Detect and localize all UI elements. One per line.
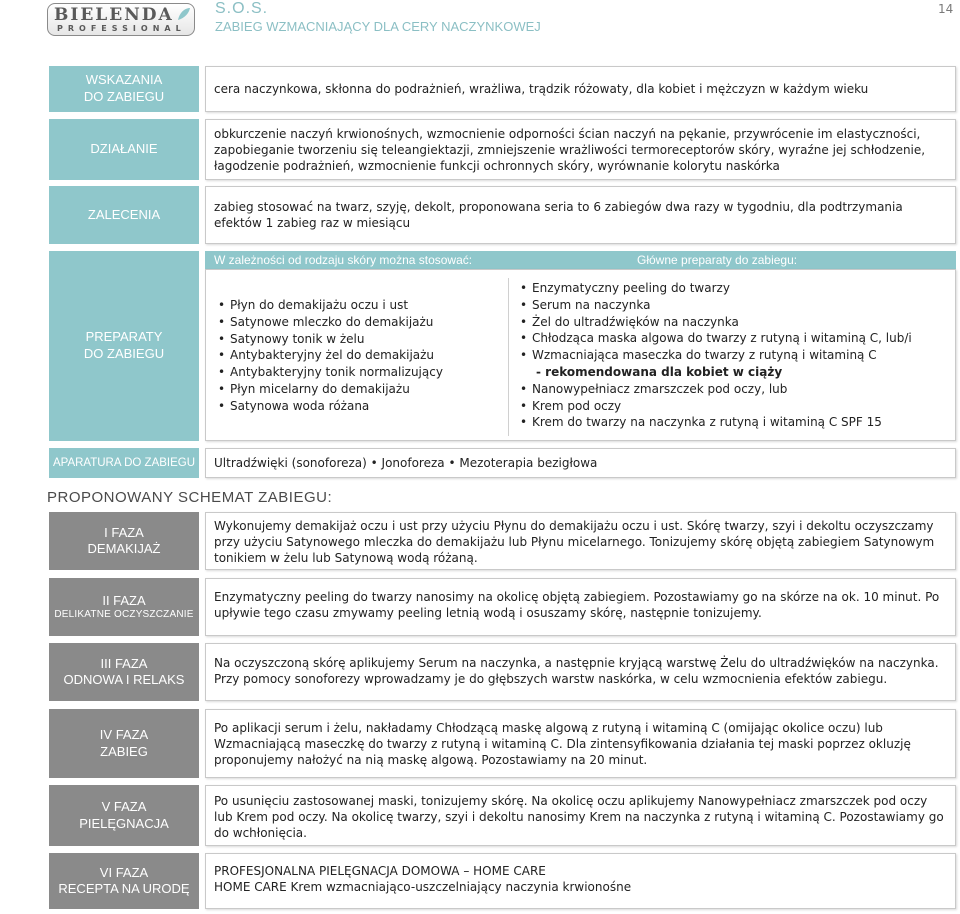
recommendations-label — [49, 186, 199, 244]
leaf-icon — [177, 7, 191, 21]
preparations-header-bar — [205, 251, 956, 269]
preparations-label-line2: DO ZABIEGU — [83, 346, 165, 361]
preparations-label — [49, 251, 199, 441]
home-care-product: HOME CARE Krem wzmacniająco-uszczelniający naczynia krwionośne — [214, 880, 632, 894]
phase-number: IV FAZA — [99, 727, 149, 743]
list-item: • Płyn do demakijażu oczu i ust — [216, 297, 506, 314]
list-item: • Płyn micelarny do demakijażu — [216, 381, 506, 398]
equipment-label-text: APARATURA DO ZABIEGU — [52, 456, 196, 469]
phase-text: Enzymatyczny peeling do twarzy nanosimy na okolicę objętą zabiegiem. Pozostawiamy go na skórze na ok. 10 minut. Po upływie tego czasu zmywamy peeling letnią wodą i osuszamy skórę, następnie tonizujemy. — [214, 590, 940, 620]
phase-2-label — [49, 578, 199, 636]
schema-title: PROPONOWANY SCHEMAT ZABIEGU: — [47, 489, 333, 506]
preparations-left-header: W zależności od rodzaju skóry można stosować: — [214, 253, 473, 267]
list-item: • Satynowy tonik w żelu — [216, 331, 506, 348]
action-label-text: DZIAŁANIE — [90, 141, 158, 157]
phase-6-label — [49, 853, 199, 909]
list-item: • Antybakteryjny żel do demakijażu — [216, 347, 506, 364]
preparations-right-list — [518, 280, 950, 431]
preparations-left-list — [216, 297, 506, 415]
preparations-label-line1: PREPARATY — [85, 329, 163, 345]
action-text: obkurczenie naczyń krwionośnych, wzmocnienie odporności ścian naczyń na pękanie, przywrócenie im elastyczności, zapobieganie tworzeniu się teleangiektazji, zmniejszenie wrażliwości termoreceptorów skóry, wyraźne jej schłodzenie, łagodzenie podrażnień, wzmocnienie funkcji ochronnych skóry, wyrównanie kolorytu naskórka — [214, 126, 926, 173]
list-item: • Krem do twarzy na naczynka z rutyną i witaminą C SPF 15 — [518, 414, 950, 431]
action-box — [205, 119, 956, 180]
list-item: • Antybakteryjny tonik normalizujący — [216, 364, 506, 381]
preparations-divider — [508, 278, 509, 436]
phase-name: PIELĘGNACJA — [79, 815, 169, 831]
phase-name: DEMAKIJAŻ — [87, 541, 161, 556]
phase-text: Po aplikacji serum i żelu, nakładamy Chłodzącą maskę algową z rutyną i witaminą C (omijając okolice oczu) lub Wzmacniającą maseczkę do twarzy z rutyną i witaminą C. Dla zintensyfikowania działania tej maski poprzez okluzję proponujemy nałożyć na nią maskę algową. Pozostawiamy na 20 minut. — [214, 721, 911, 767]
list-item: • Chłodząca maska algowa do twarzy z rutyną i witaminą C, lub/i — [518, 330, 950, 347]
brand-subline: PROFESSIONAL — [57, 24, 186, 33]
phase-number: V FAZA — [101, 799, 147, 815]
phase-3-label — [49, 643, 199, 701]
document-subtitle: ZABIEG WZMACNIAJĄCY DLA CERY NACZYNKOWEJ — [215, 19, 541, 34]
phase-3-box — [205, 643, 956, 701]
list-item: • Serum na naczynka — [518, 297, 950, 314]
indications-text: cera naczynkowa, skłonna do podrażnień, wrażliwa, trądzik różowaty, dla kobiet i mężczyzn w każdym wieku — [214, 82, 869, 96]
brand-name: BIELENDA — [54, 5, 174, 25]
phase-number: II FAZA — [102, 592, 146, 608]
home-care-heading: PROFESJONALNA PIELĘGNACJA DOMOWA – HOME CARE — [214, 864, 546, 878]
recommendations-box — [205, 186, 956, 244]
list-item: • Krem pod oczy — [518, 398, 950, 415]
action-label — [49, 119, 199, 180]
indications-label-line1: WSKAZANIA — [85, 72, 163, 88]
brand-logo — [47, 3, 195, 36]
preparations-right-header: Główne preparaty do zabiegu: — [637, 253, 798, 267]
list-item: • Nanowypełniacz zmarszczek pod oczy, lub — [518, 381, 950, 398]
phase-text: Po usunięciu zastosowanej maski, tonizujemy skórę. Na okolicę oczu aplikujemy Nanowypełniacz zmarszczek pod oczy lub Krem pod oczy. Na okolicę twarzy, szyi i dekoltu nanosimy Krem na naczynka z rutyną i witaminą C. Pozostawiamy go do wchłonięcia. — [214, 794, 944, 840]
phase-4-label — [49, 709, 199, 778]
recommendation-note: - rekomendowana dla kobiet w ciąży — [536, 364, 783, 379]
equipment-box — [205, 448, 956, 478]
indications-box — [205, 66, 956, 112]
phase-text: Wykonujemy demakijaż oczu i ust przy użyciu Płynu do demakijażu oczu i ust. Skórę twarzy, szyi i dekoltu oczyszczamy przy użyciu Satynowego mleczka do demakijażu lub Płynu micelarnego. Tonizujemy skórę objętą zabiegiem Satynowym tonikiem w żelu lub Satynową wodą różaną. — [214, 519, 935, 565]
phase-5-label — [49, 785, 199, 846]
list-item: • Satynowe mleczko do demakijażu — [216, 314, 506, 331]
phase-number: III FAZA — [100, 655, 148, 671]
document-title: S.O.S. — [215, 0, 269, 17]
indications-label — [49, 66, 199, 112]
indications-label-line2: DO ZABIEGU — [83, 89, 165, 104]
phase-number: I FAZA — [104, 524, 144, 540]
list-item: • Wzmacniająca maseczka do twarzy z rutyną i witaminą C — [518, 347, 950, 364]
recommendations-label-text: ZALECENIA — [87, 206, 161, 222]
phase-name: RECEPTA NA URODĘ — [58, 881, 190, 896]
phase-5-box — [205, 785, 956, 846]
phase-text: Na oczyszczoną skórę aplikujemy Serum na naczynka, a następnie kryjącą warstwę Żelu do ultradźwięków na naczynka. Przy pomocy sonoforezy wprowadzamy je do głębszych warstw naskórka, w celu wzmocnienia efektów zabiegu. — [214, 656, 939, 686]
page-number: 14 — [938, 2, 954, 16]
phase-name: ZABIEG — [100, 743, 148, 759]
equipment-text: Ultradźwięki (sonoforeza) • Jonoforeza • Mezoterapia bezigłowa — [214, 456, 598, 470]
phase-1-box — [205, 512, 956, 570]
phase-4-box — [205, 709, 956, 778]
phase-1-label — [49, 512, 199, 570]
phase-name: ODNOWA I RELAKS — [63, 672, 185, 687]
list-item: • Żel do ultradźwięków na naczynka — [518, 314, 950, 331]
list-item: • Satynowa woda różana — [216, 398, 506, 415]
phase-2-box — [205, 578, 956, 636]
preparations-box — [205, 269, 956, 441]
phase-name: DELIKATNE OCZYSZCZANIE — [54, 608, 194, 620]
phase-6-box — [205, 853, 956, 909]
equipment-label — [49, 448, 199, 478]
recommendations-text: zabieg stosować na twarz, szyję, dekolt, proponowana seria to 6 zabiegów dwa razy w tygodniu, dla podtrzymania efektów 1 zabieg raz w miesiącu — [214, 200, 903, 230]
list-item: • Enzymatyczny peeling do twarzy — [518, 280, 950, 297]
phase-number: VI FAZA — [99, 864, 149, 880]
